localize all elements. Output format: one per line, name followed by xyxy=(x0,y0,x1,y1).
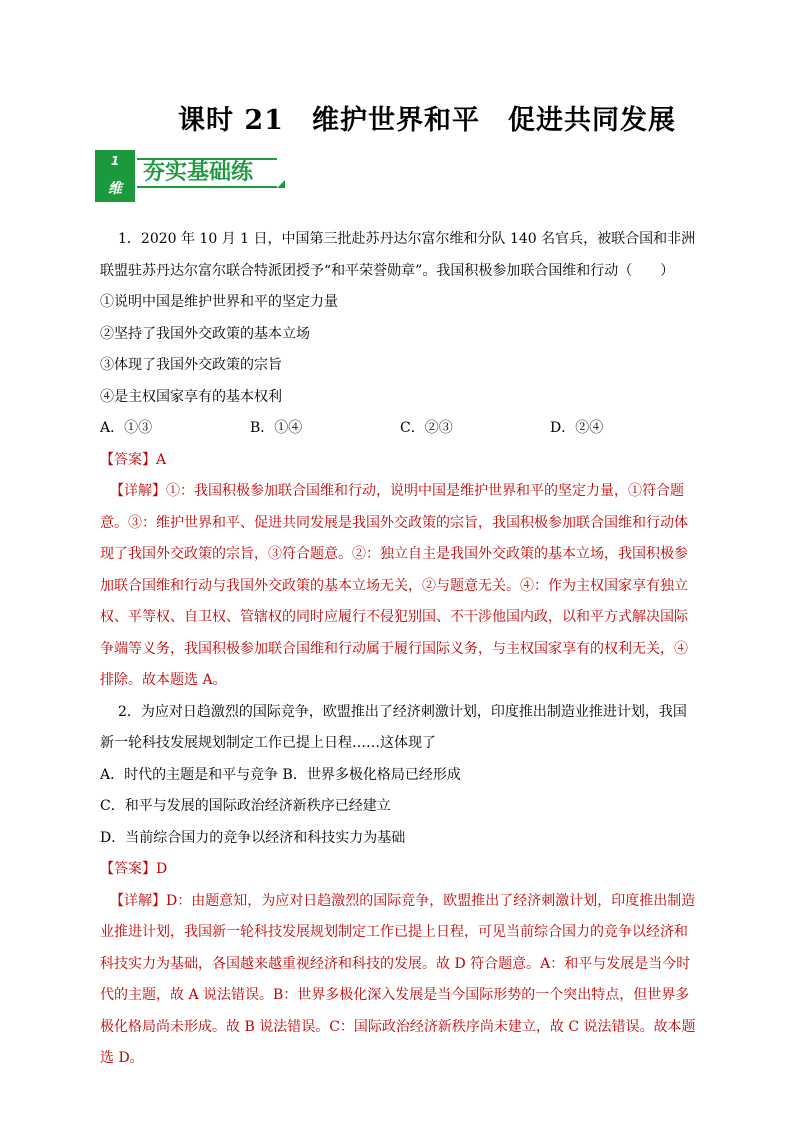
q1-item-2: ②坚持了我国外交政策的基本立场 xyxy=(100,325,310,342)
question-content xyxy=(100,224,700,1075)
q1-stem: 1．2020 年 10 月 1 日，中国第三批赴苏丹达尔富尔维和分队 140 名官兵，被联合国和非洲联盟驻苏丹达尔富尔联合特派团授予“和平荣誉勋章”。我国积极参加联合国维和行动（ ） xyxy=(100,231,696,279)
q1-answer-value: A xyxy=(156,451,167,468)
q2-stem: 2．为应对日趋激烈的国际竞争，欧盟推出了经济刺激计划，印度推出制造业推进计划，我国新一轮科技发展规划制定工作已提上日程……这体现了 xyxy=(100,703,687,751)
q2-answer-tag: 【答案】 xyxy=(100,861,156,877)
q2-answer-value: D xyxy=(156,861,168,877)
q1-option-b: B．①④ xyxy=(250,420,303,436)
q2-option-c: C．和平与发展的国际政治经济新秩序已经建立 xyxy=(100,798,391,814)
q1-answer xyxy=(100,445,700,477)
section-badge xyxy=(95,150,285,202)
q1-option-d: D．②④ xyxy=(550,420,604,436)
q2-explanation xyxy=(100,886,700,1075)
q1-item-3: ③体现了我国外交政策的宗旨 xyxy=(100,357,282,373)
q1-option-a: A．①③ xyxy=(100,420,153,436)
q2-explain-tag: 【详解】 xyxy=(110,892,166,909)
q1-options xyxy=(100,413,700,445)
q1-explain-text: ①：我国积极参加联合国维和行动，说明中国是维护世界和平的坚定力量，①符合题意。③：维护世界和平、促进共同发展是我国外交政策的宗旨，我国积极参加联合国维和行动体现了我国外交政策的宗旨，③符合题意。②：独立自主是我国外交政策的基本立场，我国积极参加联合国维和行动与我国外交政策的基本立场无关，②与题意无关。④：作为主权国家享有独立权、平等权、自卫权、管辖权的同时应履行不侵犯别国、不干涉他国内政，以和平方式解决国际争端等义务，我国积极参加联合国维和行动属于履行国际义务，与主权国家享有的权利无关，④排除。故本题选 A。 xyxy=(100,483,688,688)
page-title: 课时 21 维护世界和平 促进共同发展 xyxy=(178,105,676,136)
badge-number-block xyxy=(95,150,135,202)
section-label: 夯实基础练 xyxy=(137,158,277,188)
q1-answer-tag: 【答案】 xyxy=(100,451,156,468)
q1-item-1: ①说明中国是维护世界和平的坚定力量 xyxy=(100,294,338,310)
q1-item-4: ④是主权国家享有的基本权利 xyxy=(100,388,282,405)
q2-explain-text: D：由题意知，为应对日趋激烈的国际竞争，欧盟推出了经济刺激计划，印度推出制造业推进计划，我国新一轮科技发展规划制定工作已提上日程，可见当前综合国力的竞争以经济和科技实力为基础，各国越来越重视经济和科技的发展。故 D 符合题意。A：和平与发展是当今时代的主题，故 A 说法错误。B：世界多极化深入发展是当今国际形势的一个突出特点，但世界多极化格局尚未形成。故 B 说法错误。C：国际政治经济新秩序尚未建立，故 C 说法错误。故本题选 D。 xyxy=(100,892,696,1066)
badge-number: 1 xyxy=(110,154,120,168)
q1-explanation xyxy=(100,476,700,697)
badge-wei: 维 xyxy=(108,181,122,197)
q2-option-ab: A．时代的主题是和平与竞争 B．世界多极化格局已经形成 xyxy=(100,766,461,783)
q1-explain-tag: 【详解】 xyxy=(110,483,166,499)
badge-tail-decoration xyxy=(277,180,285,188)
q2-option-d: D．当前综合国力的竞争以经济和科技实力为基础 xyxy=(100,829,406,846)
q1-option-c: C．②③ xyxy=(400,420,453,436)
q2-answer xyxy=(100,854,700,886)
